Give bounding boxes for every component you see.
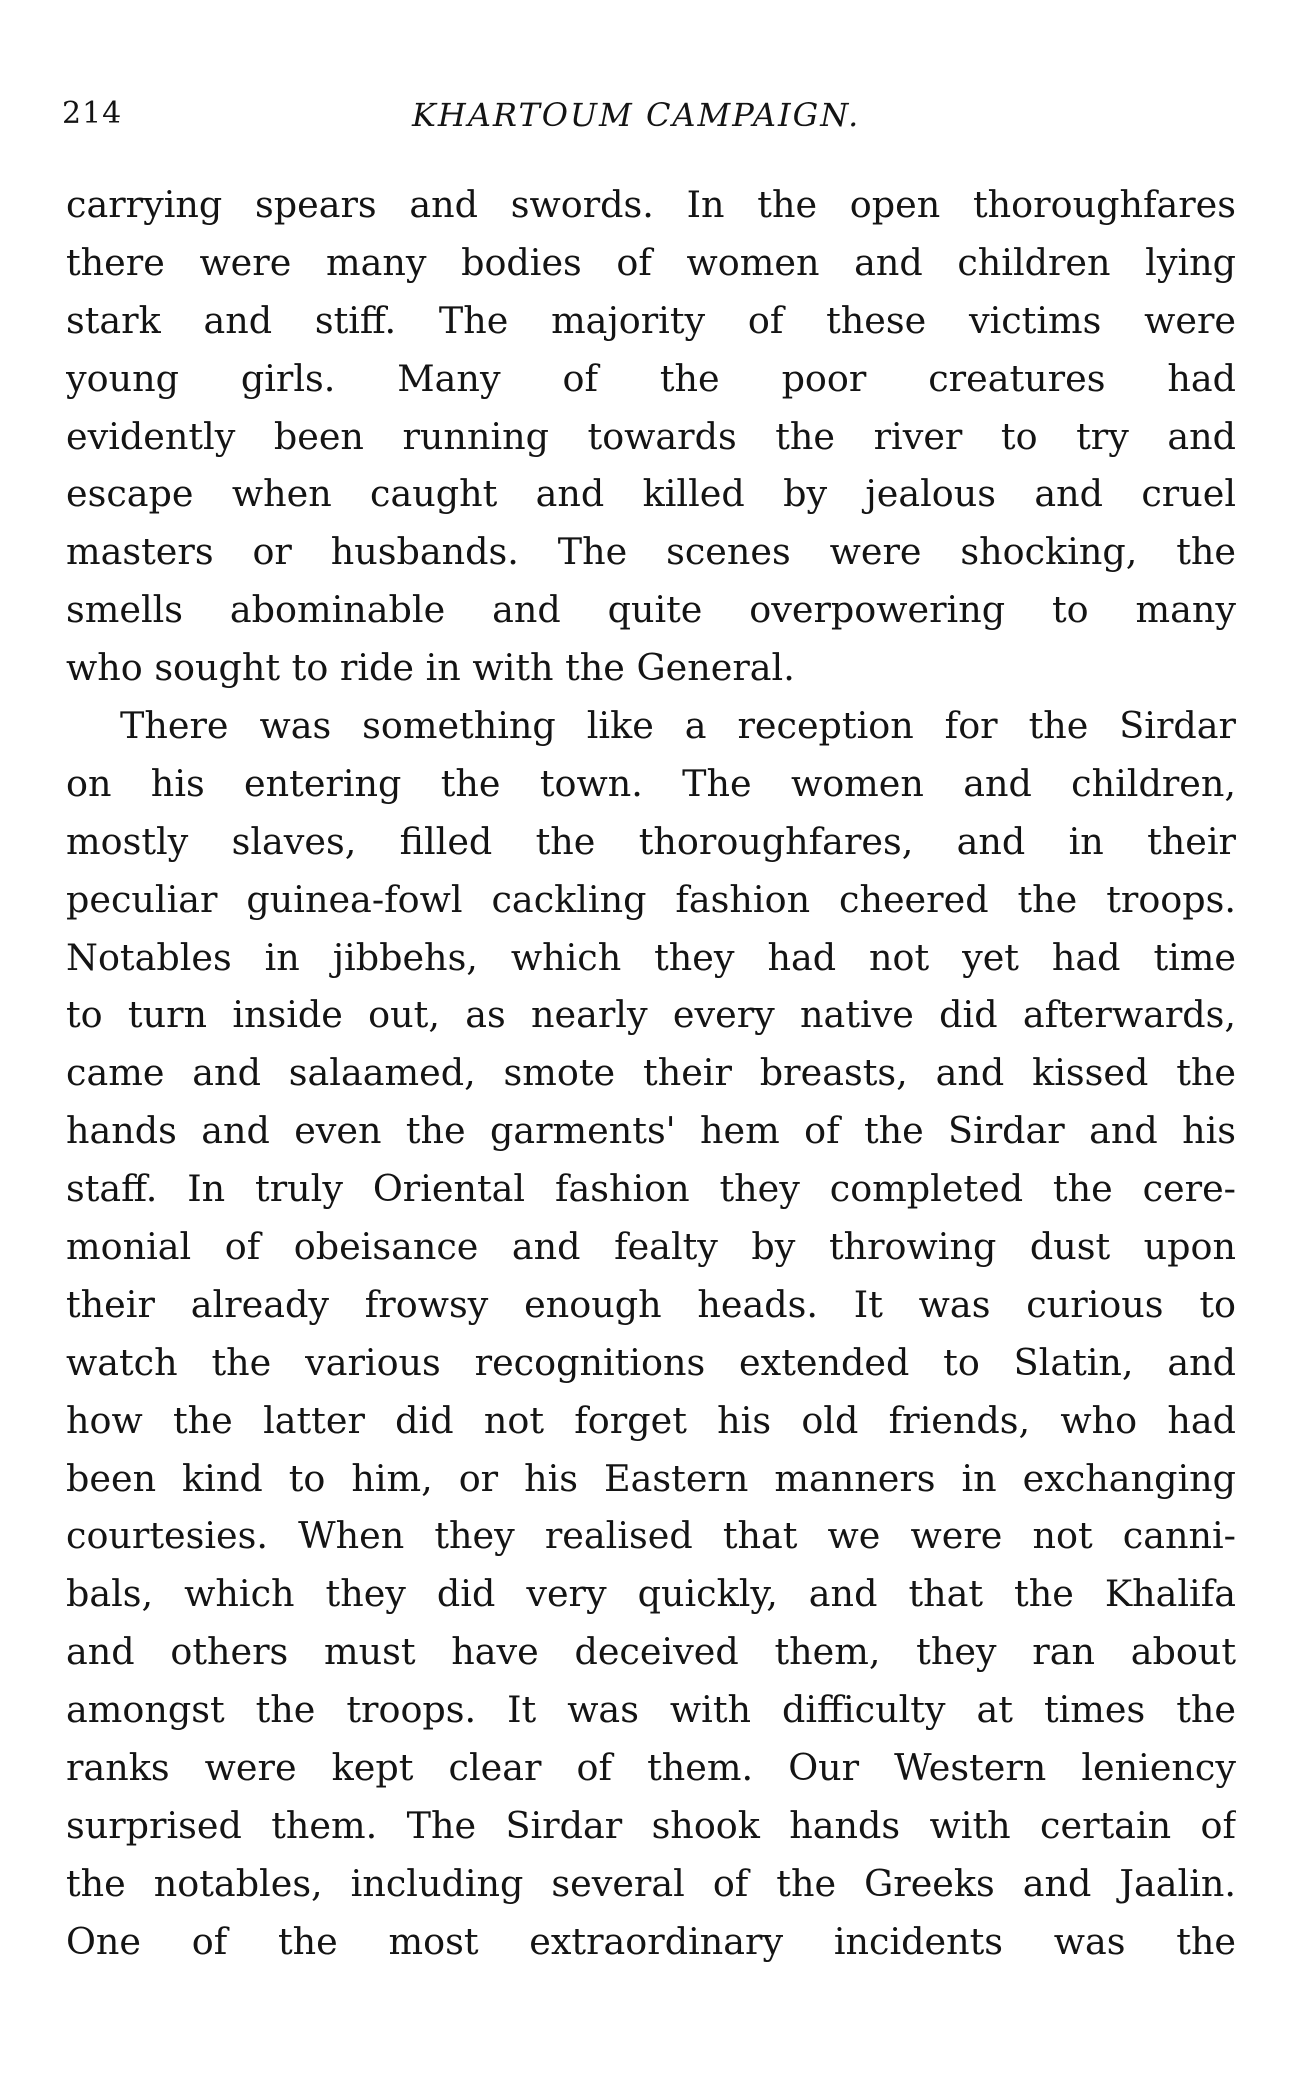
text-line: evidently been running towards the river to try and [66,414,1236,458]
text-line: on his entering the town. The women and children, [66,761,1236,805]
text-line: came and salaamed, smote their breasts, and kissed the [66,1051,1236,1095]
running-head: KHARTOUM CAMPAIGN. [412,96,861,134]
text-line: carrying spears and swords. In the open thoroughfares [66,183,1236,226]
paragraph-start-line: There was something like a reception for the Sirdar [120,704,1236,748]
paragraph-end-line: who sought to ride in with the General. [66,646,795,690]
text-line: mostly slaves, filled the thoroughfares, and in their [66,819,1236,863]
text-line: ranks were kept clear of them. Our Western leniency [66,1746,1236,1790]
text-line: One of the most extraordinary incidents was the [66,1919,1236,1963]
page-header [62,96,1222,136]
text-line: been kind to him, or his Eastern manners in exchanging [66,1456,1236,1500]
text-line: how the latter did not forget his old friends, who had [66,1398,1236,1442]
text-line: young girls. Many of the poor creatures had [66,356,1236,400]
text-line: there were many bodies of women and children lying [66,240,1236,284]
text-line: and others must have deceived them, they ran about [66,1630,1236,1674]
text-line: Notables in jibbehs, which they had not yet had time [66,935,1236,979]
page-number: 214 [62,96,123,131]
text-line: monial of obeisance and fealty by throwing dust upon [66,1225,1236,1269]
text-line: masters or husbands. The scenes were shocking, the [66,530,1236,574]
text-line: amongst the troops. It was with difficulty at times the [66,1688,1236,1732]
text-line: stark and stiff. The majority of these victims were [66,298,1236,342]
text-line: the notables, including several of the Greeks and Jaalin. [66,1861,1236,1905]
text-line: bals, which they did very quickly, and that the Khalifa [66,1572,1236,1616]
text-line: their already frowsy enough heads. It was curious to [66,1282,1236,1326]
text-line: surprised them. The Sirdar shook hands with certain of [66,1803,1236,1847]
body-text [66,176,1236,1971]
text-line: smells abominable and quite overpowering to many [66,588,1236,632]
text-line: courtesies. When they realised that we were not canni- [66,1514,1236,1558]
text-line: escape when caught and killed by jealous and cruel [66,472,1236,516]
text-line: staff. In truly Oriental fashion they completed the cere- [66,1167,1236,1211]
text-line: to turn inside out, as nearly every native did afterwards, [66,993,1236,1037]
text-line: peculiar guinea-fowl cackling fashion cheered the troops. [66,877,1236,921]
text-line: watch the various recognitions extended to Slatin, and [66,1340,1236,1384]
text-line: hands and even the garments' hem of the Sirdar and his [66,1109,1236,1153]
